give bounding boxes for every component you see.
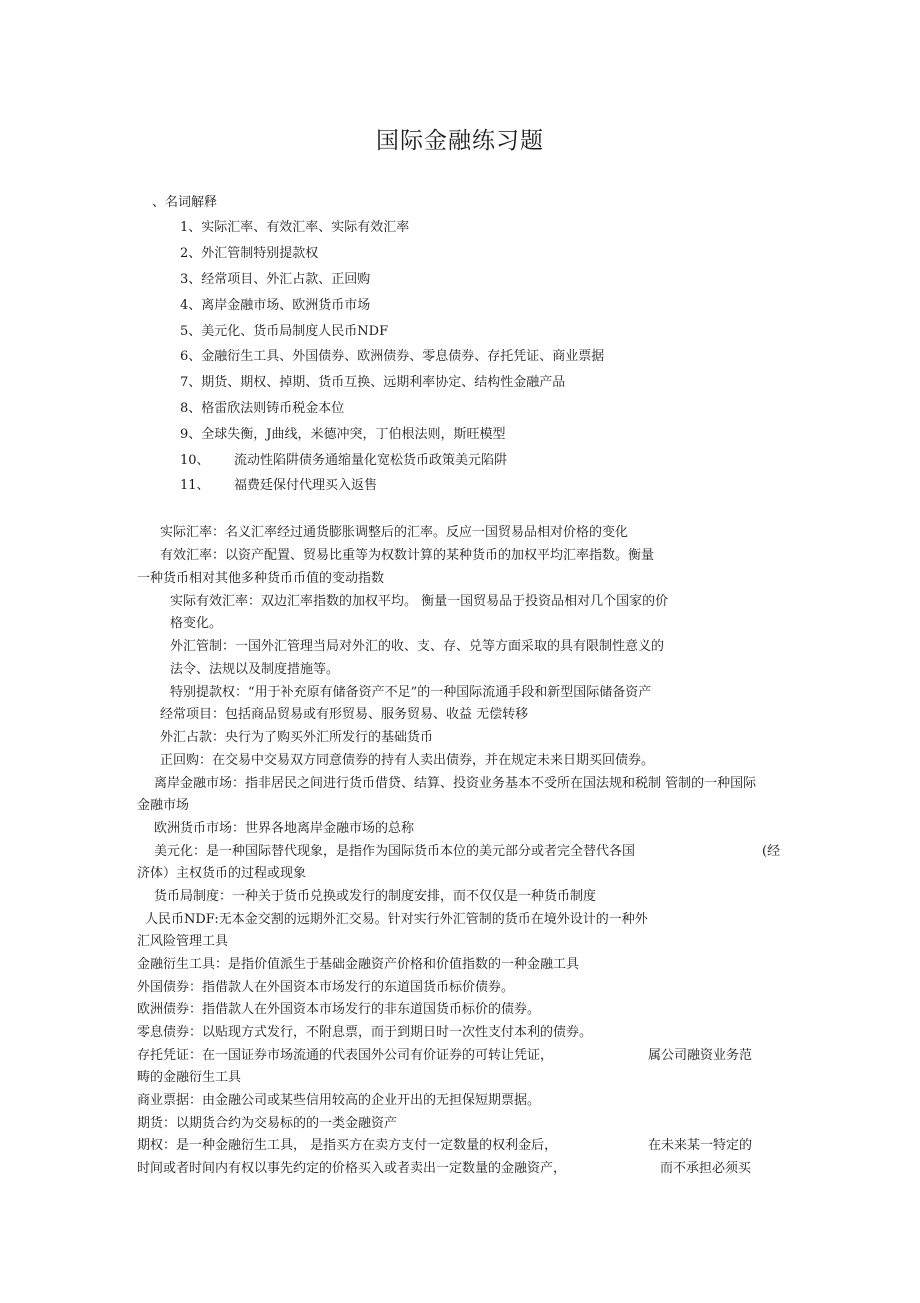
term-text: 流动性陷阱债务通缩量化宽松货币政策美元陷阱 — [234, 453, 508, 468]
definition-line: 离岸金融市场：指非居民之间进行货币借贷、结算、投资业务基本不受所在国法规和税制 管制的一种国际 — [154, 776, 757, 791]
definition-line: 而不承担必须买 — [660, 1161, 752, 1176]
definition-line: 经常项目：包括商品贸易或有形贸易、服务贸易、收益 无偿转移 — [160, 707, 529, 722]
definition-line: (经 — [762, 844, 781, 859]
definition-line: 存托凭证：在一国证券市场流通的代表国外公司有价证券的可转让凭证， — [137, 1048, 554, 1063]
definition-line: 济体）主权货币的过程或现象 — [137, 866, 307, 881]
definition-line: 法令、法规以及制度措施等。 — [170, 662, 340, 677]
term-item: 6、金融衍生工具、外国债券、欧洲债券、零息债券、存托凭证、商业票据 — [180, 349, 605, 364]
term-item: 7、期货、期权、掉期、货币互换、远期利率协定、结构性金融产品 — [180, 375, 566, 390]
definition-line: 时间或者时间内有权以事先约定的价格买入或者卖出一定数量的金融资产， — [137, 1161, 567, 1176]
definition-line: 商业票据：由金融公司或某些信用较高的企业开出的无担保短期票据。 — [137, 1093, 541, 1108]
term-item: 2、外汇管制特别提款权 — [180, 246, 319, 261]
definition-line: 零息债券：以贴现方式发行，不附息票，而于到期日时一次性支付本利的债券。 — [137, 1025, 593, 1040]
definition-line: 特别提款权：“用于补充原有储备资产不足”的一种国际流通手段和新型国际储备资产 — [170, 685, 652, 700]
term-item: 8、格雷欣法则铸币税金本位 — [180, 401, 345, 416]
definition-line: 实际有效汇率：双边汇率指数的加权平均。 衡量一国贸易品于投资品相对几个国家的价 — [170, 594, 669, 609]
section-heading: 、名词解释 — [152, 195, 218, 210]
term-text: 福费廷保付代理买入返售 — [234, 478, 378, 493]
definition-line: 外汇占款：央行为了购买外汇所发行的基础货币 — [160, 730, 434, 745]
term-item: 5、美元化、货币局制度人民币NDF — [180, 324, 389, 339]
definition-line: 外汇管制：一国外汇管理当局对外汇的收、支、存、兑等方面采取的具有限制性意义的 — [170, 639, 665, 654]
term-item: 3、经常项目、外汇占款、正回购 — [180, 272, 371, 287]
term-number: 10、 — [180, 453, 210, 468]
definition-line: 在未来某一特定的 — [648, 1138, 753, 1153]
definition-line: 欧洲货币市场：世界各地离岸金融市场的总称 — [154, 821, 415, 836]
definition-line: 期权：是一种金融衍生工具， 是指买方在卖方支付一定数量的权利金后， — [137, 1138, 558, 1153]
definition-line: 畴的金融衍生工具 — [137, 1070, 242, 1085]
definition-line: 人民币NDF:无本金交割的远期外汇交易。针对实行外汇管制的货币在境外设计的一种外 — [145, 912, 648, 927]
definition-line: 汇风险管理工具 — [137, 934, 229, 949]
term-item — [180, 477, 377, 495]
definition-line: 属公司融资业务范 — [648, 1048, 753, 1063]
page-title: 国际金融练习题 — [376, 128, 544, 154]
term-item: 9、全球失衡，J曲线，米德冲突，丁伯根法则，斯旺模型 — [180, 427, 506, 442]
definition-line: 外国债券：指借款人在外国资本市场发行的东道国货币标价债券。 — [137, 980, 515, 995]
definition-line: 金融市场 — [137, 798, 190, 813]
definition-line: 期货：以期货合约为交易标的的一类金融资产 — [137, 1116, 398, 1131]
definition-line: 一种货币相对其他多种货币币值的变动指数 — [137, 571, 385, 586]
definition-line: 金融衍生工具：是指价值派生于基础金融资产价格和价值指数的一种金融工具 — [137, 957, 580, 972]
term-number: 11、 — [180, 478, 210, 493]
definition-line: 有效汇率：以资产配置、贸易比重等为权数计算的某种货币的加权平均汇率指数。衡量 — [160, 548, 655, 563]
definition-line: 格变化。 — [170, 616, 223, 631]
term-item: 1、实际汇率、有效汇率、实际有效汇率 — [180, 220, 410, 235]
definition-line: 实际汇率：名义汇率经过通货膨胀调整后的汇率。反应一国贸易品相对价格的变化 — [160, 525, 629, 540]
definition-line: 货币局制度：一种关于货币兑换或发行的制度安排，而不仅仅是一种货币制度 — [154, 889, 597, 904]
term-item — [180, 452, 507, 470]
definition-line: 正回购：在交易中交易双方同意债券的持有人卖出债券，并在规定未来日期买回债券。 — [160, 753, 655, 768]
definition-line: 美元化：是一种国际替代现象，是指作为国际货币本位的美元部分或者完全替代各国 — [154, 844, 636, 859]
term-item: 4、离岸金融市场、欧洲货币市场 — [180, 298, 371, 313]
definition-line: 欧洲债券：指借款人在外国资本市场发行的非东道国货币标价的债券。 — [137, 1002, 541, 1017]
